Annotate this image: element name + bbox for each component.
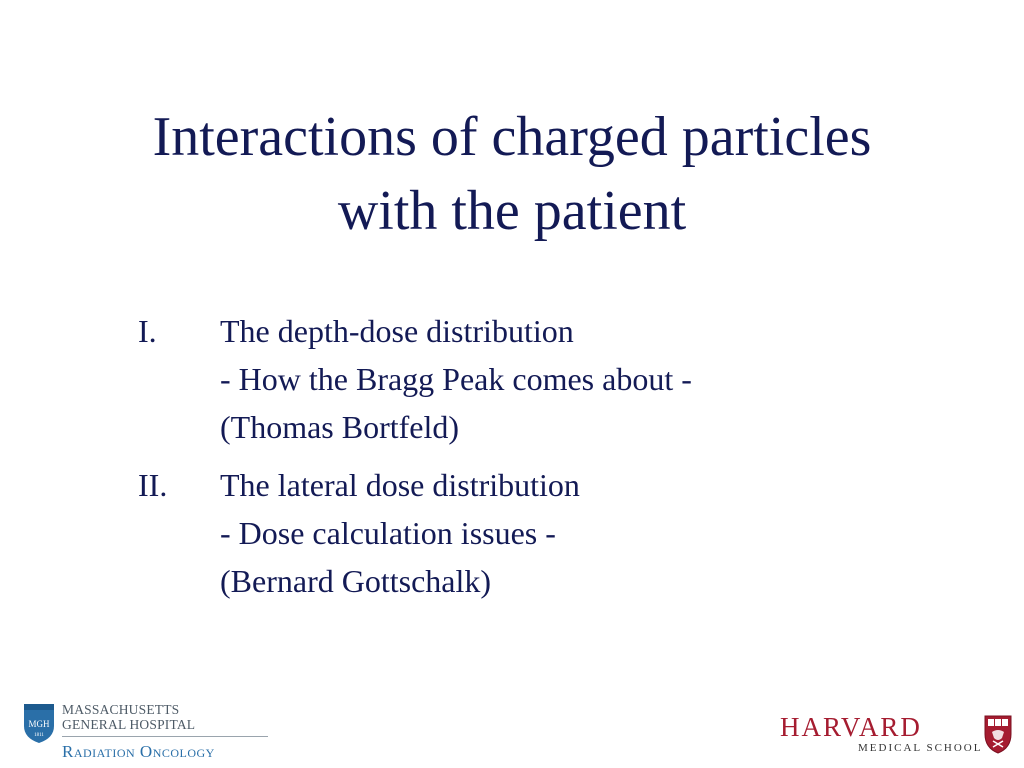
mgh-shield-year: 1811 (34, 733, 44, 738)
mgh-shield-icon (22, 702, 56, 744)
harvard-shield-icon (983, 714, 1013, 754)
title-line-1: Interactions of charged particles (152, 106, 872, 168)
harvard-subtitle: MEDICAL SCHOOL (858, 742, 983, 754)
mgh-hospital-name (62, 702, 195, 732)
item-author: (Bernard Gottschalk) (220, 563, 492, 599)
mgh-divider (62, 736, 268, 737)
mgh-department: Radiation Oncology (62, 742, 215, 761)
outline-item-1 (138, 307, 692, 451)
title-line-2: with the patient (337, 180, 687, 242)
outline-list (138, 307, 692, 615)
item-subtitle: - Dose calculation issues - (220, 515, 556, 551)
mgh-radiation-oncology-logo (22, 700, 272, 762)
item-subtitle: - How the Bragg Peak comes about - (220, 361, 692, 397)
harvard-medical-school-logo (780, 712, 1016, 764)
outline-item-2 (138, 461, 692, 605)
item-author: (Thomas Bortfeld) (220, 409, 460, 445)
slide-title (0, 100, 1024, 248)
item-numeral: I. (138, 313, 157, 349)
harvard-wordmark: HARVARD (780, 712, 922, 742)
mgh-name-line-2: GENERAL HOSPITAL (62, 717, 196, 732)
item-numeral: II. (138, 467, 168, 503)
item-heading: The depth-dose distribution (220, 313, 574, 349)
item-heading: The lateral dose distribution (220, 467, 580, 503)
mgh-shield-text: MGH (28, 719, 50, 729)
mgh-name-line-1: MASSACHUSETTS (62, 702, 180, 717)
